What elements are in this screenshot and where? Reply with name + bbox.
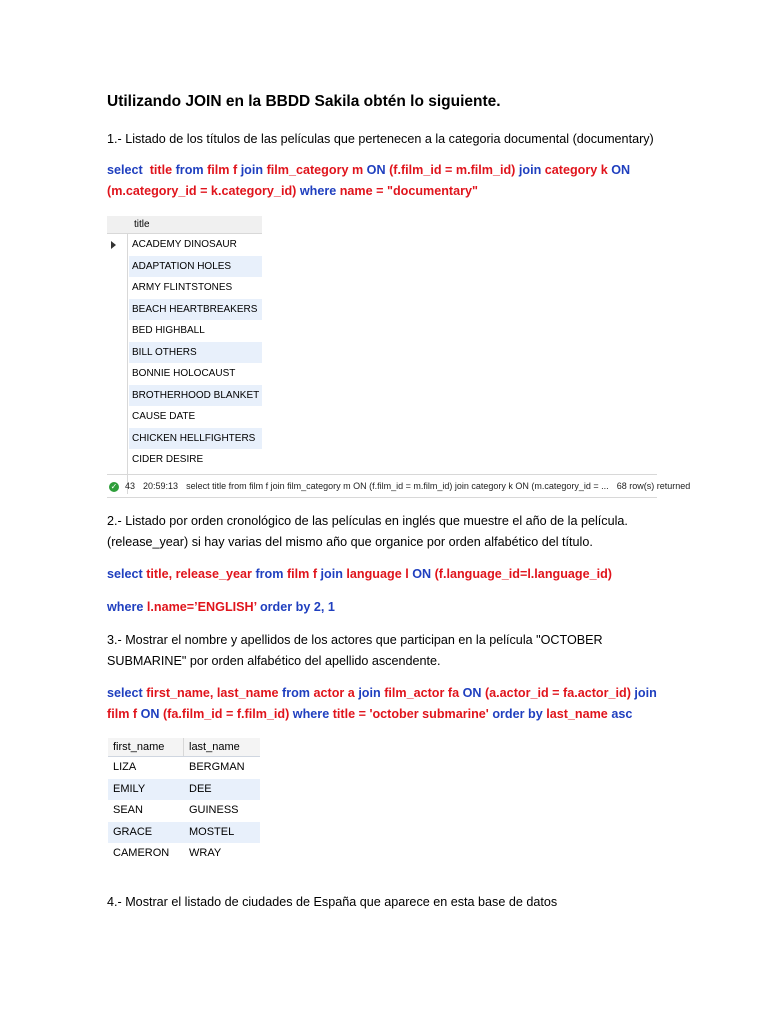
sql-identifier: film f bbox=[107, 707, 141, 721]
sql-keyword: ON bbox=[462, 686, 485, 700]
sql-keyword: order by 2, 1 bbox=[259, 600, 335, 614]
sql-keyword: join bbox=[358, 686, 385, 700]
sql-keyword: select bbox=[107, 163, 143, 177]
grid-header bbox=[108, 738, 260, 757]
sql-identifier: title, release_year bbox=[146, 567, 256, 581]
sql-identifier: film_category m bbox=[266, 163, 367, 177]
table-row[interactable] bbox=[107, 385, 262, 407]
sql-identifier: title bbox=[142, 163, 176, 177]
status-time: 20:59:13 bbox=[143, 481, 179, 491]
sql-identifier: film f bbox=[207, 163, 241, 177]
action-output-status bbox=[107, 474, 691, 498]
sql-keyword: order by bbox=[492, 707, 547, 721]
sql-keyword: ON bbox=[611, 163, 631, 177]
table-row[interactable] bbox=[108, 822, 260, 844]
table-row[interactable] bbox=[108, 779, 260, 801]
table-cell[interactable]: BILL OTHERS bbox=[129, 342, 262, 364]
table-cell[interactable]: DEE bbox=[189, 782, 212, 795]
table-row[interactable] bbox=[107, 363, 262, 385]
table-cell[interactable]: LIZA bbox=[113, 761, 137, 773]
result-grid-2 bbox=[108, 738, 260, 865]
table-cell[interactable]: CAMERON bbox=[113, 847, 170, 859]
query-2-line-2 bbox=[107, 597, 335, 618]
grid-body bbox=[108, 757, 260, 865]
table-cell[interactable]: CAUSE DATE bbox=[132, 411, 196, 422]
sql-keyword: select bbox=[107, 686, 147, 700]
table-cell[interactable]: BROTHERHOOD BLANKET bbox=[129, 385, 262, 407]
table-cell[interactable]: BONNIE HOLOCAUST bbox=[132, 368, 236, 379]
column-header-last-name: last_name bbox=[189, 741, 240, 753]
table-row[interactable] bbox=[107, 406, 262, 428]
table-cell[interactable]: ARMY FLINTSTONES bbox=[132, 282, 233, 293]
check-icon: ✓ bbox=[110, 481, 118, 491]
table-row[interactable] bbox=[107, 256, 262, 278]
sql-identifier: film_actor fa bbox=[384, 686, 463, 700]
question-2-text-line-2: (release_year) si hay varias del mismo año que organice por orden alfabético del título. bbox=[107, 535, 593, 549]
sql-keyword: ON bbox=[412, 567, 435, 581]
query-1 bbox=[107, 160, 667, 202]
table-cell[interactable]: CIDER DESIRE bbox=[132, 454, 204, 465]
sql-keyword: select bbox=[107, 567, 147, 581]
query-2-line-1 bbox=[107, 564, 612, 585]
table-cell[interactable]: CHICKEN HELLFIGHTERS bbox=[129, 428, 262, 450]
table-cell[interactable]: ADAPTATION HOLES bbox=[129, 256, 262, 278]
table-row[interactable] bbox=[108, 843, 260, 865]
sql-keyword: join bbox=[320, 567, 347, 581]
table-row[interactable] bbox=[107, 428, 262, 450]
sql-keyword: join bbox=[518, 163, 545, 177]
current-row-indicator-icon bbox=[111, 241, 116, 249]
table-cell[interactable]: WRAY bbox=[189, 847, 222, 859]
grid-body bbox=[107, 234, 262, 478]
sql-keyword: join bbox=[634, 686, 657, 700]
table-row[interactable] bbox=[107, 342, 262, 364]
sql-identifier: (f.film_id = m.film_id) bbox=[389, 163, 519, 177]
table-row[interactable] bbox=[107, 299, 262, 321]
sql-identifier: title = 'october submarine' bbox=[332, 707, 493, 721]
table-row[interactable] bbox=[107, 449, 262, 471]
table-cell[interactable]: MOSTEL bbox=[189, 825, 235, 838]
table-row[interactable] bbox=[108, 800, 260, 822]
sql-identifier: film f bbox=[286, 567, 321, 581]
table-cell[interactable]: EMILY bbox=[113, 782, 146, 795]
sql-identifier: (m.category_id = k.category_id) bbox=[107, 184, 300, 198]
status-number: 43 bbox=[125, 481, 136, 491]
status-query: select title from film f join film_category m ON (f.film_id = m.film_id) join category k ON (m.category_id = ... bbox=[186, 481, 609, 491]
sql-identifier: category k bbox=[544, 163, 612, 177]
table-cell[interactable]: ACADEMY DINOSAUR bbox=[132, 239, 237, 250]
table-cell[interactable]: BED HIGHBALL bbox=[132, 325, 205, 336]
sql-keyword: where bbox=[299, 184, 340, 198]
column-header-title: title bbox=[134, 219, 150, 230]
question-3-text-line-2: SUBMARINE" por orden alfabético del apellido ascendente. bbox=[107, 654, 441, 668]
sql-identifier: last_name bbox=[546, 707, 612, 721]
table-row[interactable] bbox=[107, 277, 262, 299]
table-row[interactable] bbox=[107, 234, 262, 256]
sql-identifier: name = "documentary" bbox=[339, 184, 479, 198]
table-row[interactable] bbox=[107, 320, 262, 342]
table-row[interactable] bbox=[108, 757, 260, 779]
result-grid-1 bbox=[107, 216, 262, 478]
table-cell[interactable]: SEAN bbox=[113, 804, 143, 816]
grid-header bbox=[107, 216, 262, 234]
sql-keyword: from bbox=[255, 567, 287, 581]
query-3 bbox=[107, 683, 667, 725]
sql-keyword: asc bbox=[611, 707, 633, 721]
sql-keyword: ON bbox=[366, 163, 390, 177]
sql-identifier: (fa.film_id = f.film_id) bbox=[162, 707, 293, 721]
table-cell[interactable]: GUINESS bbox=[189, 804, 239, 816]
column-header-first-name: first_name bbox=[108, 738, 184, 756]
sql-keyword: from bbox=[175, 163, 208, 177]
sql-identifier: first_name, last_name bbox=[146, 686, 283, 700]
sql-identifier: (a.actor_id = fa.actor_id) bbox=[484, 686, 635, 700]
table-cell[interactable]: GRACE bbox=[113, 825, 153, 838]
sql-identifier: actor a bbox=[313, 686, 359, 700]
question-3-text-line-1: 3.- Mostrar el nombre y apellidos de los actores que participan en la película "OCTOBER bbox=[107, 633, 603, 647]
table-cell[interactable]: BEACH HEARTBREAKERS bbox=[129, 299, 262, 321]
question-2-text-line-1: 2.- Listado por orden cronológico de las películas en inglés que muestre el año de la película. bbox=[107, 514, 628, 528]
question-4-text: 4.- Mostrar el listado de ciudades de España que aparece en esta base de datos bbox=[107, 895, 558, 909]
question-1-text: 1.- Listado de los títulos de las películas que pertenecen a la categoria documental (documentary) bbox=[107, 132, 654, 146]
sql-identifier: language l bbox=[346, 567, 413, 581]
sql-keyword: join bbox=[240, 163, 267, 177]
sql-keyword: where bbox=[107, 600, 147, 614]
sql-identifier: l.name=’ENGLISH’ bbox=[146, 600, 260, 614]
document-title: Utilizando JOIN en la BBDD Sakila obtén lo siguiente. bbox=[107, 93, 501, 110]
sql-keyword: ON bbox=[140, 707, 163, 721]
status-result: 68 row(s) returned bbox=[616, 481, 691, 491]
sql-keyword: from bbox=[282, 686, 314, 700]
sql-keyword: where bbox=[292, 707, 333, 721]
table-cell[interactable]: BERGMAN bbox=[189, 761, 245, 773]
sql-identifier: (f.language_id=l.language_id) bbox=[434, 567, 612, 581]
